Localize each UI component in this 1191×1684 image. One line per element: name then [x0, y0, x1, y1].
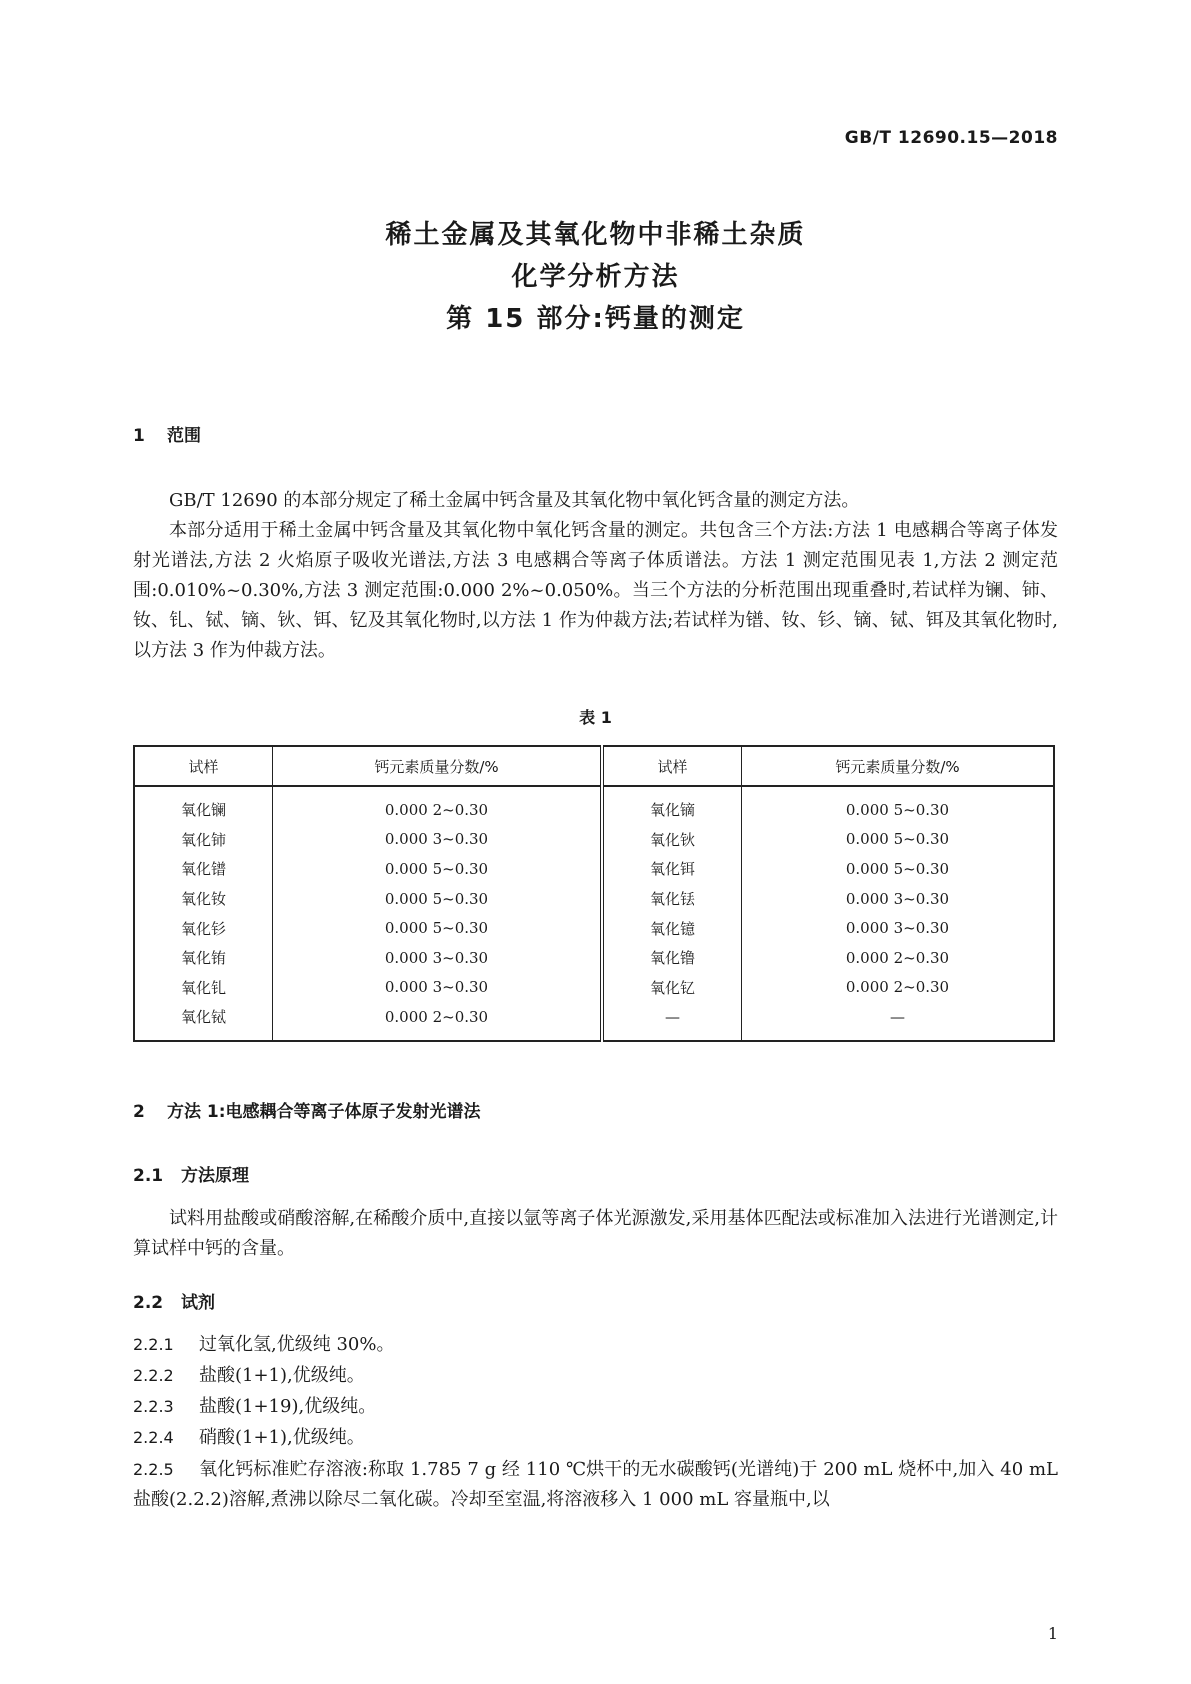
- reagent-text: 硝酸(1+1),优级纯。: [199, 1427, 365, 1448]
- table-row: [134, 973, 1054, 1003]
- table-cell: 氧化铒: [602, 854, 742, 884]
- scope-paragraph-2: 本部分适用于稀土金属中钙含量及其氧化物中氧化钙含量的测定。共包含三个方法:方法 1 电感耦合等离子体发射光谱法,方法 2 火焰原子吸收光谱法,方法 3 电感耦合等离子体质谱法。方法 1 测定范围见表 1,方法 2 测定范围:0.010%~0.30%,方法 3 测定范围:0.000 2%~0.050%。当三个方法的分析范围出现重叠时,若试样为镧、铈、钕、钆、铽、镝、钬、铒、钇及其氧化物时,以方法 1 作为仲裁方法;若试样为镨、钕、钐、镝、铽、铒及其氧化物时,以方法 3 作为仲裁方法。: [133, 520, 1058, 661]
- table-cell: 0.000 5~0.30: [273, 913, 603, 943]
- table-row: [134, 854, 1054, 884]
- reagent-number: 2.2.1: [133, 1335, 174, 1354]
- table-header-row: [134, 746, 1054, 786]
- section-1-heading: [133, 421, 201, 446]
- table-cell: 0.000 3~0.30: [742, 913, 1055, 943]
- table-cell: 氧化镱: [602, 913, 742, 943]
- table-cell: 氧化镝: [602, 786, 742, 825]
- table-cell: —: [742, 1002, 1055, 1041]
- table-cell: 氧化铥: [602, 884, 742, 914]
- table-cell: 0.000 5~0.30: [742, 786, 1055, 825]
- table-cell: 0.000 2~0.30: [273, 1002, 603, 1041]
- section-title: 方法 1:电感耦合等离子体原子发射光谱法: [167, 1102, 481, 1122]
- table-cell: 0.000 3~0.30: [273, 943, 603, 973]
- table-cell: 氧化钆: [180, 978, 226, 997]
- table-row: [134, 943, 1054, 973]
- table-cell: 氧化铈: [180, 830, 226, 849]
- section-number: 1: [133, 426, 145, 446]
- table-cell: 氧化钕: [180, 890, 226, 909]
- section-2-heading: [133, 1097, 481, 1122]
- reagent-text: 盐酸(1+19),优级纯。: [199, 1396, 377, 1417]
- table-cell: 氧化铕: [180, 949, 226, 968]
- reagent-number: 2.2.2: [133, 1366, 174, 1385]
- table-row: [134, 884, 1054, 914]
- subsection-number: 2.1: [133, 1166, 164, 1186]
- subsection-number: 2.2: [133, 1293, 164, 1313]
- reagent-text: 氧化钙标准贮存溶液:称取 1.785 7 g 经 110 ℃烘干的无水碳酸钙(光谱纯)于 200 mL 烧杯中,加入 40 mL 盐酸(2.2.2)溶解,煮沸以除尽二氧化碳。冷却至室温,将溶液移入 1 000 mL 容量瓶中,以: [133, 1459, 1058, 1510]
- subsection-2-1-heading: [133, 1161, 249, 1186]
- table-cell: 0.000 5~0.30: [273, 884, 603, 914]
- reagent-number: 2.2.4: [133, 1428, 174, 1447]
- table-cell: —: [602, 1002, 742, 1041]
- table-cell: 0.000 3~0.30: [273, 825, 603, 855]
- title-line-1: 稀土金属及其氧化物中非稀土杂质: [385, 220, 806, 250]
- table-cell: 0.000 2~0.30: [742, 973, 1055, 1003]
- table-header-cell: 钙元素质量分数/%: [742, 746, 1055, 786]
- subsection-2-2-heading: [133, 1288, 215, 1313]
- table-cell: 氧化钐: [180, 919, 226, 938]
- section-1-body: [133, 486, 1058, 666]
- table-cell: 氧化镧: [180, 801, 226, 820]
- subsection-title: 试剂: [181, 1293, 215, 1313]
- reagent-item: [133, 1392, 1058, 1422]
- table-cell: 0.000 2~0.30: [273, 786, 603, 825]
- calcium-range-table: [133, 745, 1055, 1042]
- table-header-cell: 钙元素质量分数/%: [273, 746, 603, 786]
- table-cell: 0.000 3~0.30: [742, 884, 1055, 914]
- reagent-item: [133, 1361, 1058, 1391]
- reagent-item: [133, 1455, 1058, 1515]
- table-cell: 0.000 5~0.30: [742, 854, 1055, 884]
- table-header-cell: 试样: [134, 746, 273, 786]
- standard-number: GB/T 12690.15—2018: [844, 128, 1058, 148]
- reagent-number: 2.2.3: [133, 1397, 174, 1416]
- table-row: [134, 786, 1054, 825]
- table-cell: 0.000 5~0.30: [273, 854, 603, 884]
- section-title: 范围: [167, 426, 201, 446]
- table-cell: 氧化铽: [180, 1008, 226, 1027]
- table-row: [134, 913, 1054, 943]
- reagent-text: 盐酸(1+1),优级纯。: [199, 1365, 365, 1386]
- table-cell: 氧化镨: [180, 860, 226, 879]
- table-cell: 0.000 2~0.30: [742, 943, 1055, 973]
- section-number: 2: [133, 1102, 145, 1122]
- table-cell: 氧化镥: [602, 943, 742, 973]
- table-cell: 氧化钇: [602, 973, 742, 1003]
- reagent-number: 2.2.5: [133, 1460, 174, 1479]
- reagent-text: 过氧化氢,优级纯 30%。: [199, 1334, 395, 1355]
- table-cell: 氧化钬: [602, 825, 742, 855]
- table-row: [134, 825, 1054, 855]
- reagent-item: [133, 1423, 1058, 1453]
- title-line-2: 化学分析方法: [511, 262, 680, 292]
- table-cell: 0.000 3~0.30: [273, 973, 603, 1003]
- table-cell: 0.000 5~0.30: [742, 825, 1055, 855]
- table-row: [134, 1002, 1054, 1041]
- title-line-3: 第 15 部分:钙量的测定: [446, 304, 745, 334]
- table-caption: 表 1: [579, 708, 612, 727]
- subsection-title: 方法原理: [181, 1166, 249, 1186]
- table-header-cell: 试样: [602, 746, 742, 786]
- page-number: 1: [1047, 1624, 1058, 1643]
- reagent-item: [133, 1330, 1058, 1360]
- scope-paragraph-1: GB/T 12690 的本部分规定了稀土金属中钙含量及其氧化物中氧化钙含量的测定方法。: [169, 490, 860, 511]
- principle-paragraph: 试料用盐酸或硝酸溶解,在稀酸介质中,直接以氩等离子体光源激发,采用基体匹配法或标准加入法进行光谱测定,计算试样中钙的含量。: [133, 1208, 1058, 1259]
- principle-body: [133, 1204, 1058, 1264]
